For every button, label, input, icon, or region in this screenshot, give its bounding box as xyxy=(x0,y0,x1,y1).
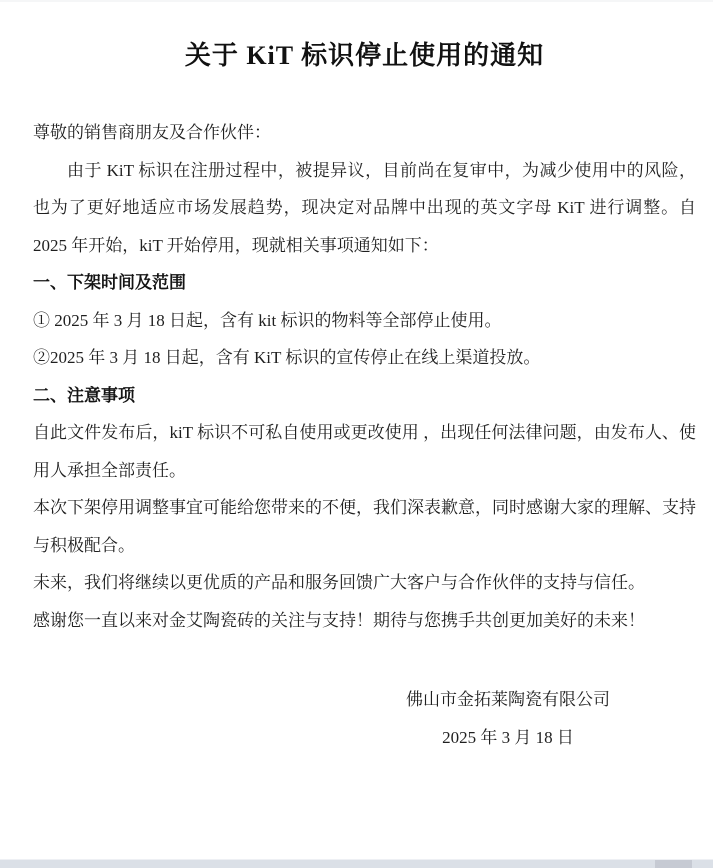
paragraph-thanks: 感谢您一直以来对金艾陶瓷砖的关注与支持！期待与您携手共创更加美好的未来！ xyxy=(33,610,645,630)
notice-document xyxy=(33,0,696,756)
bottom-edge-bar-segment xyxy=(655,860,692,868)
blank-line xyxy=(33,639,696,681)
paragraph-legal-liability: 自此文件发布后，kiT 标识不可私自使用或更改使用 ，出现任何法律问题，由发布人、使用人承担全部责任。 xyxy=(33,423,696,480)
intro-paragraph: 由于 KiT 标识在注册过程中，被提异议，目前尚在复审中，为减少使用中的风险，也为了更好地适应市场发展趋势，现决定对品牌中出现的英文字母 KiT 进行调整。自 2025 年开始，kiT 开始停用，现就相关事项通知如下： xyxy=(33,160,696,255)
signature-company: 佛山市金拓莱陶瓷有限公司 xyxy=(406,690,610,709)
paragraph-apology: 本次下架停用调整事宜可能给您带来的不便，我们深表歉意，同时感谢大家的理解、支持与积极配合。 xyxy=(33,498,696,555)
section1-item-2: ②2025 年 3 月 18 日起，含有 KiT 标识的宣传停止在线上渠道投放。 xyxy=(33,348,541,367)
section1-heading: 一、下架时间及范围 xyxy=(33,273,186,292)
bottom-edge-bar xyxy=(0,859,713,868)
section2-heading: 二、注意事项 xyxy=(33,385,135,405)
document-title: 关于 KiT 标识停止使用的通知 xyxy=(184,41,545,70)
document-body xyxy=(33,114,696,756)
paragraph-future-commitment: 未来，我们将继续以更优质的产品和服务回馈广大客户与合作伙伴的支持与信任。 xyxy=(33,573,645,592)
section1-item-1: ① 2025 年 3 月 18 日起，含有 kit 标识的物料等全部停止使用。 xyxy=(33,310,502,330)
signature-date: 2025 年 3 月 18 日 xyxy=(442,727,574,747)
salutation: 尊敬的销售商朋友及合作伙伴： xyxy=(33,123,271,142)
signature-block xyxy=(406,681,610,756)
